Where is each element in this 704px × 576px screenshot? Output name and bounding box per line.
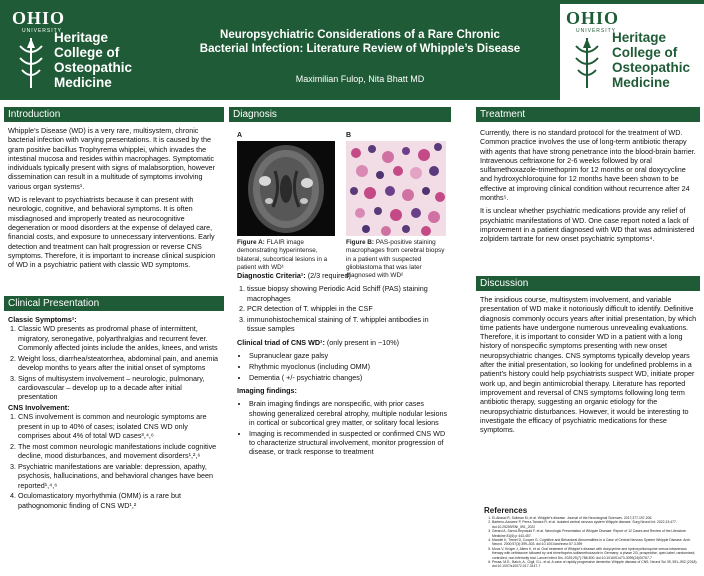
mri-flair-image	[237, 141, 335, 236]
list-item: 1. Classic WD presents as prodromal phase of intermittent, migratory, seronegative, polyarthralgias and recurrent fever. Commonly affected joints include the ankles, knees, and wrists	[18, 324, 222, 352]
seal-icon	[14, 36, 48, 90]
logo-line3: Osteopathic	[54, 60, 133, 75]
reference-item: 2. Barbero-Aznarez P, Perez-Tanoira R, et al. Isolated central nervous system Whipple disease. Surg Neurol Int. 2022;13:477. doi:10.25259/SNI_591_2022	[492, 520, 698, 529]
discussion-paragraph: The insidious course, multisystem involvement, and variable presentation of WD make it notoriously difficult to identify. Definitive diagnosis commonly occurs years after initial presentation, by which time patients have undergone numerous unrevealing evaluations. Therefore, it is important to consider WD in a patient with a long history of nonspecific symptoms presenting with new onset neuropsychiatric changes. CNS symptoms typically develop years after the initial presentation, so looking for undefined problems in a patient’s history could help psychiatrists suspect WD, initiate proper work up, and begin antimicrobial therapy. Literature has reported improvement and reversal of CNS symptoms following long term antibiotic therapy, suggesting an organic etiology for the neuropsychiatric disturbances. However, it would be interesting to investigate the efficacy of psychiatric medications for these symptoms.	[480, 295, 697, 435]
logo-line2: College of	[612, 45, 678, 60]
logo-line3: Osteopathic	[612, 60, 691, 75]
list-item: • Rhythmic myoclonus (including OMM)	[249, 362, 449, 371]
list-item: 1. CNS involvement is common and neurologic symptoms are present in up to 40% of cases; isolated CNS WD only comprises about 4% of total WD cases³,⁴,⁶	[18, 412, 222, 440]
introduction-paragraph-1: Whipple’s Disease (WD) is a very rare, multisystem, chronic bacterial infection with varying presentations. It is caused by the gram positive bacillus Trophyrema whipplei, which invades the intestinal mucosa and resides within macrophages. Symptomatic individuals typically present with signs of malabsorption, however dissemination can result in a multitude of symptoms involving various organ systems¹.	[8, 126, 215, 191]
list-item: 3. Psychiatric manifestations are variable: depression, apathy, psychosis, hallucinations, and behavioral changes have been reported¹,⁴,⁶	[18, 462, 222, 490]
classic-symptoms-title: Classic Symptoms¹:	[8, 315, 77, 324]
classic-symptoms-list	[8, 324, 222, 401]
discussion-body	[480, 295, 698, 438]
ohio-heritage-logo	[8, 6, 158, 98]
list-item: 3. Signs of multisystem involvement – neurologic, pulmonary, cardiovascular – develop up to a decade after initial presentation	[18, 374, 222, 402]
poster-title	[170, 28, 550, 56]
pas-stain-image	[346, 141, 446, 236]
list-item: • Supranuclear gaze palsy	[249, 351, 449, 360]
title-line2: Bacterial Infection: Literature Review of Whipple’s Disease	[199, 43, 521, 55]
poster-header	[0, 0, 704, 100]
seal-icon	[570, 36, 604, 90]
reference-item: 5. Moos V, Krüger J, Allers K, et al. Oral treatment of Whipple’s disease with doxycycline and hydroxychloroquine versus intravenous therapy with ceftriaxone followed by oral trimethoprim-sulfamethoxazole in Germany: a phase 2/3, prospective, open-label, randomised, controlled, non-inferiority trial. Lancet Infect Dis. 2025;25(7):788-800. doi:10.1016/S1473-3099(24)00767-7	[492, 547, 698, 560]
logo-college-name	[54, 30, 132, 90]
figure-b-caption-title: Figure B:	[346, 239, 375, 246]
figure-a-caption	[237, 239, 341, 272]
figure-b-label: B	[346, 132, 352, 139]
reference-item: 3. Gerard A, Sarrot-Reynauld F, et al. Neurologic Presentation of Whipple Disease: Report of 12 Cases and Review of the Literature. Medicine 81(6):p 443-457.	[492, 529, 698, 538]
cns-involvement-list	[8, 412, 222, 509]
logo-line1: Heritage	[612, 30, 667, 45]
logo-line2: College of	[54, 45, 120, 60]
logo-ohio-text: OHIO	[12, 8, 66, 28]
diagnostic-criteria-list	[237, 284, 449, 333]
title-line1: Neuropsychiatric Considerations of a Rare Chronic	[220, 29, 500, 41]
reference-item: 4. Mandel K, Trenel D, Cooper G. Cognitive and Behavioral Abnormalities in a Case of Central Nervous System Whipple Disease. Arch Neurol. 2000;57(3):399–403. doi:10.1001/archneur.57.3.399	[492, 538, 698, 547]
cns-involvement-title: CNS Involvement:	[8, 403, 70, 413]
references-list	[484, 516, 698, 569]
reference-item: 6. Pessa, M.E., Balch, A., Gigli, G.L. et al. A case of rapidly progressive dementia: Whipple disease of CNS. Neurol Sci 39, 591–592 (2018). doi:10.1007/s10072-017-3147-7	[492, 560, 698, 569]
clinical-triad-title: Clinical triad of CNS WD¹:	[237, 337, 325, 347]
list-item: • Dementia ( +/- psychiatric changes)	[249, 373, 449, 382]
clinical-presentation-body	[8, 315, 222, 511]
logo-line4: Medicine	[54, 75, 112, 90]
list-item: • Imaging is recommended in suspected or confirmed CNS WD to characterize structural involvement, monitor progression of disease, or track response to treatment	[249, 429, 449, 457]
treatment-paragraph-1: Currently, there is no standard protocol for the treatment of WD. Common practice involves the use of long-term antibiotic therapy with agents that have strong penetrance into the blood-brain barrier. Intravenous ceftriaxone for 2-6 weeks followed by oral sulfamethoxazole-trimethoprim for 12 months or oral doxycycline and hydroxychloroquine for 12 months have been shown to be effective at improving clinical condition without recurrence after 24 months⁵.	[480, 128, 696, 203]
reference-item: 1. El-Abassi R, Soliman M, et al. Whipple’s disease. Journal of the Neurological Sciences. 2017;377:197-206.	[492, 516, 698, 520]
figure-a-caption-title: Figure A:	[237, 239, 265, 246]
imaging-findings-list	[237, 399, 449, 456]
list-item: 2. Weight loss, diarrhea/steatorrhea, abdominal pain, and anemia develop months to years after the initial onset of symptoms	[18, 354, 222, 373]
clinical-presentation-heading: Clinical Presentation	[4, 296, 224, 311]
logo-college-name	[612, 30, 690, 90]
figure-a-label: A	[237, 132, 243, 139]
list-item: 3. immunohistochemical staining of T. whipplei antibodies in tissue samples	[247, 315, 449, 334]
authors: Maximilian Fulop, Nita Bhatt MD	[295, 74, 425, 84]
diagnostic-criteria-note: (2/3 required)	[307, 271, 351, 280]
treatment-heading: Treatment	[476, 107, 700, 122]
clinical-triad-list	[237, 351, 449, 382]
introduction-paragraph-2: WD is relevant to psychiatrists because it can present with neurologic, cognitive, and behavioral symptoms. It is often misdiagnosed and improperly treated as neurocognitive degeneration or mood disorders at the expense of delayed care, financial costs, and exposure to unnecessary interventions. Early detection and treatment can halt progression or reverse CNS symptoms. Therefore, it is important to increase clinical suspicion of WD in a psychiatric patient with classic WD symptoms.	[8, 195, 216, 270]
figure-b-caption-text: PAS-positive staining macrophages from cerebral biopsy in a patient with suspected glioblastoma that was later diagnosed with WD²	[346, 239, 445, 280]
logo-line1: Heritage	[54, 30, 109, 45]
imaging-findings-title: Imaging findings:	[237, 385, 297, 395]
introduction-body	[8, 126, 222, 273]
logo-university-text: UNIVERSITY	[22, 28, 63, 34]
treatment-paragraph-2: It is unclear whether psychiatric medications provide any relief of psychiatric manifestations of WD. One case report noted a lack of improvement in a patient diagnosed with WD that was administered zolpidem tartrate for new onset psychiatric symptoms⁴.	[480, 206, 695, 244]
diagnosis-heading: Diagnosis	[229, 107, 451, 122]
ohio-heritage-logo-right	[560, 4, 704, 100]
clinical-triad-note: (only present in ~10%)	[326, 337, 399, 347]
list-item: 1. tissue biopsy showing Periodic Acid Schiff (PAS) staining macrophages	[247, 284, 449, 303]
list-item: 2. PCR detection of T. whipplei in the CSF	[247, 304, 449, 313]
diagnostic-criteria-title: Diagnostic Criteria¹:	[237, 271, 306, 280]
discussion-heading: Discussion	[476, 276, 700, 291]
references-heading: References	[484, 506, 528, 515]
figure-a-caption-text: FLAIR image demonstrating hyperintense, bilateral, subcortical lesions in a patient with WD¹	[237, 239, 328, 271]
list-item: 2. The most common neurologic manifestations include cognitive decline, mood disturbances, and movement disorders¹,²,⁶	[18, 442, 222, 461]
list-item: • Brain imaging findings are nonspecific, with prior cases showing generalized cerebral atrophy, multiple nodular lesions in cortical or subcortical grey matter, or solitary focal lesions	[249, 399, 449, 427]
treatment-body	[480, 128, 698, 248]
introduction-heading: Introduction	[4, 107, 224, 122]
diagnosis-body	[237, 271, 449, 458]
logo-ohio-text: OHIO	[566, 8, 620, 28]
logo-university-text: UNIVERSITY	[576, 28, 617, 34]
logo-line4: Medicine	[612, 75, 670, 90]
list-item: 4. Oculomasticatory myorhythmia (OMM) is a rare but pathognomonic finding of CNS WD¹,²	[18, 491, 222, 510]
